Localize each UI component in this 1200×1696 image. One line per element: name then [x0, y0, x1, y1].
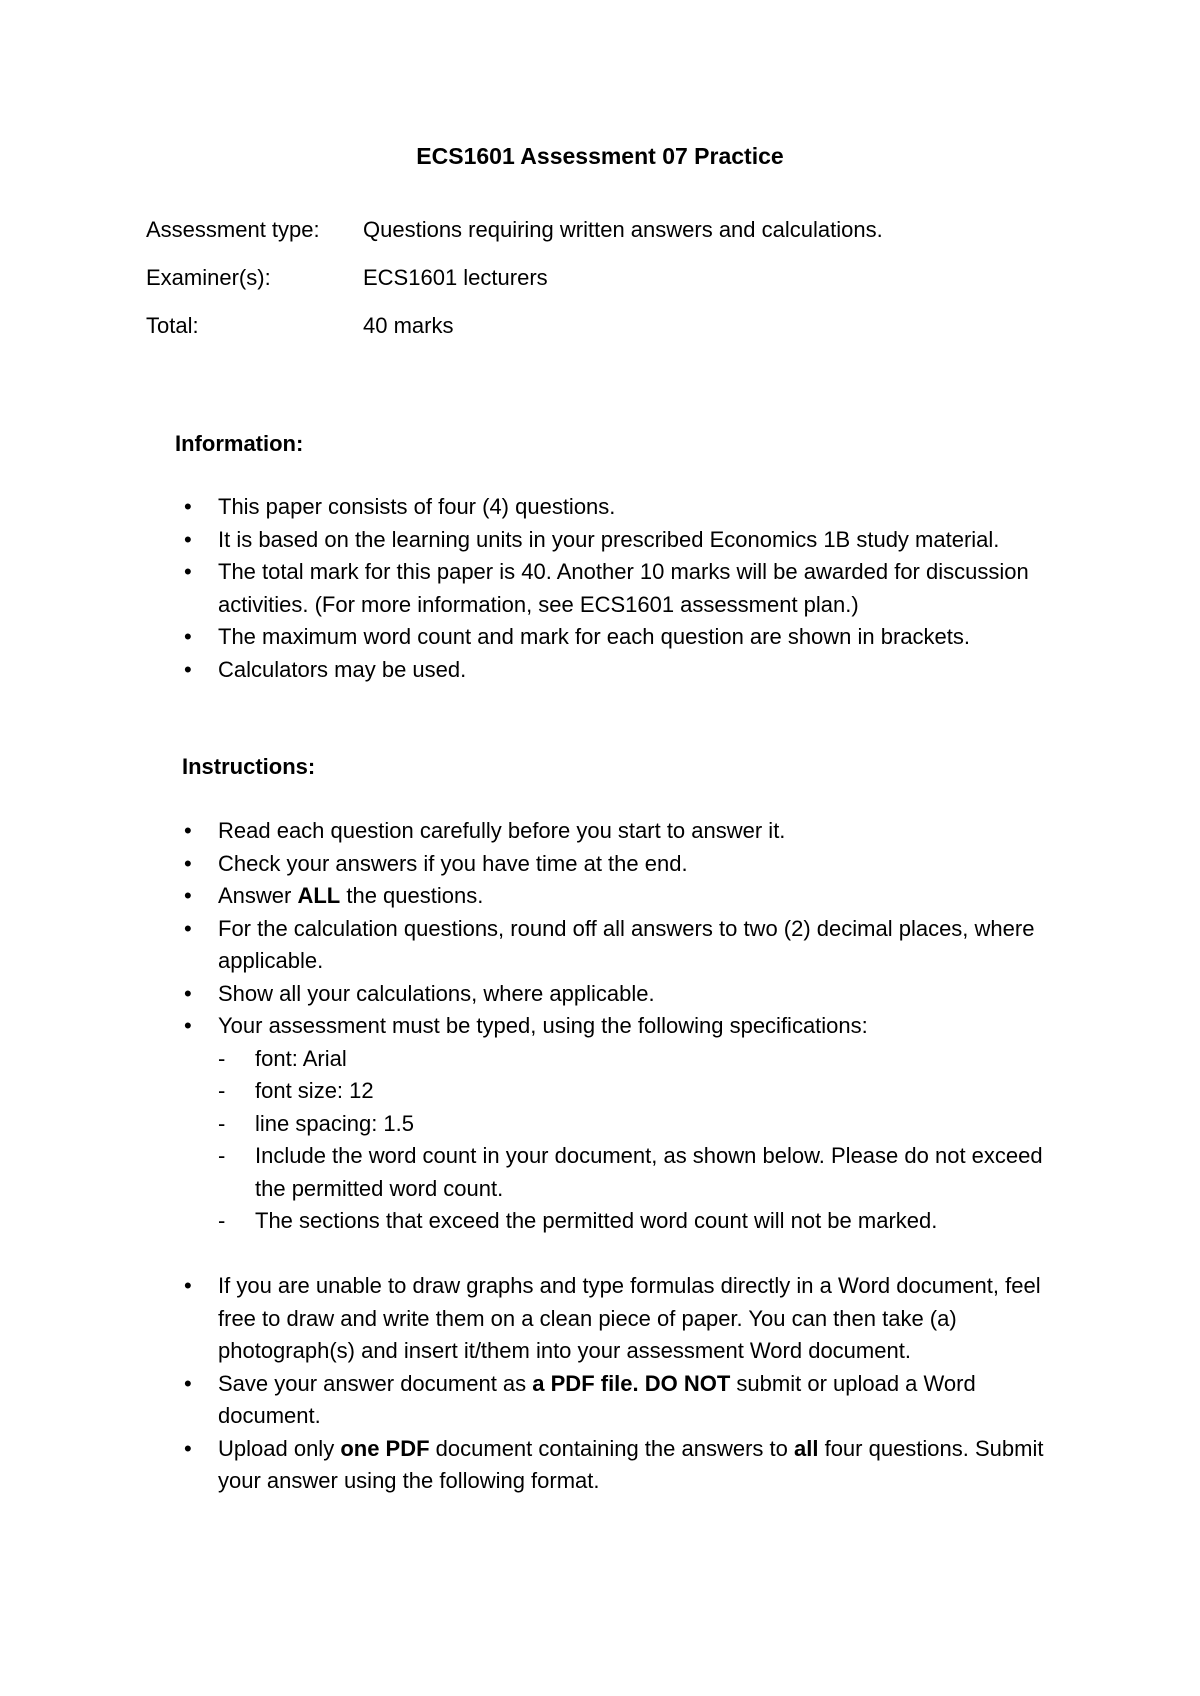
list-item: • Your assessment must be typed, using the following specifications: - font: Arial - font size: 12 - line spacing: 1.5 - Include the word count in your document, as shown below. Please do not exceed the permitted word count. - The sections that exceed the permitted word count will not be marked.: [0, 1010, 1070, 1238]
bullet-icon: •: [184, 818, 192, 843]
list-item: • It is based on the learning units in your prescribed Economics 1B study material.: [0, 524, 1070, 557]
bullet-icon: •: [184, 1273, 192, 1298]
dash-icon: -: [218, 1078, 226, 1103]
instructions-list: [0, 815, 1200, 1238]
bullet-icon: •: [184, 1370, 192, 1396]
dash-icon: -: [218, 1208, 226, 1233]
information-heading: Information:: [175, 431, 304, 456]
list-item: - line spacing: 1.5: [218, 1108, 1070, 1141]
bullet-icon: •: [184, 1013, 192, 1038]
list-item: • Save your answer document as a PDF file. DO NOT submit or upload a Word document.: [0, 1368, 1070, 1433]
bullet-icon: •: [184, 624, 192, 649]
specification-list: [218, 1043, 1070, 1238]
meta-assessment-type: [146, 214, 1146, 246]
meta-label: Assessment type:: [146, 217, 320, 242]
list-item: • Upload only one PDF document containing the answers to all four questions. Submit your answer using the following format.: [0, 1433, 1070, 1498]
list-item: • Check your answers if you have time at the end.: [0, 848, 1070, 881]
instructions-heading: Instructions:: [182, 754, 316, 779]
bullet-icon: •: [184, 526, 192, 552]
bullet-icon: •: [184, 980, 192, 1006]
submission-list: [0, 1270, 1200, 1498]
list-item: - font: Arial: [218, 1043, 1070, 1076]
meta-total: [146, 310, 1146, 342]
dash-icon: -: [218, 1045, 226, 1071]
bullet-icon: •: [184, 494, 192, 519]
list-item: • If you are unable to draw graphs and type formulas directly in a Word document, feel free to draw and write them on a clean piece of paper. You can then take (a) photograph(s) and insert it/them into your assessment Word document.: [0, 1270, 1070, 1368]
bullet-icon: •: [184, 915, 192, 941]
list-item: • This paper consists of four (4) questions.: [0, 491, 1070, 524]
list-item: • Read each question carefully before you start to answer it.: [0, 815, 1070, 848]
list-item: - font size: 12: [218, 1075, 1070, 1108]
meta-value: 40 marks: [363, 313, 454, 338]
bullet-icon: •: [184, 1435, 192, 1461]
dash-icon: -: [218, 1110, 226, 1136]
meta-value: ECS1601 lecturers: [363, 265, 548, 290]
list-item: • Answer ALL the questions.: [0, 880, 1070, 913]
meta-label: Examiner(s):: [146, 265, 271, 290]
dash-icon: -: [218, 1143, 226, 1168]
list-item: - The sections that exceed the permitted word count will not be marked.: [218, 1205, 1070, 1238]
list-item: • The maximum word count and mark for each question are shown in brackets.: [0, 621, 1070, 654]
bullet-icon: •: [184, 883, 192, 908]
list-item: • Show all your calculations, where applicable.: [0, 978, 1070, 1011]
list-item: • For the calculation questions, round off all answers to two (2) decimal places, where applicable.: [0, 913, 1070, 978]
page-title: ECS1601 Assessment 07 Practice: [416, 143, 784, 169]
meta-value: Questions requiring written answers and calculations.: [363, 217, 883, 242]
list-item: - Include the word count in your document, as shown below. Please do not exceed the permitted word count.: [218, 1140, 1070, 1205]
information-list: [0, 491, 1200, 686]
meta-examiners: [146, 262, 1146, 294]
bullet-icon: •: [184, 559, 192, 584]
meta-label: Total:: [146, 313, 199, 338]
bullet-icon: •: [184, 850, 192, 876]
list-item: • Calculators may be used.: [0, 654, 1070, 687]
bullet-icon: •: [184, 656, 192, 682]
list-item: • The total mark for this paper is 40. Another 10 marks will be awarded for discussion activities. (For more information, see ECS1601 assessment plan.): [0, 556, 1070, 621]
